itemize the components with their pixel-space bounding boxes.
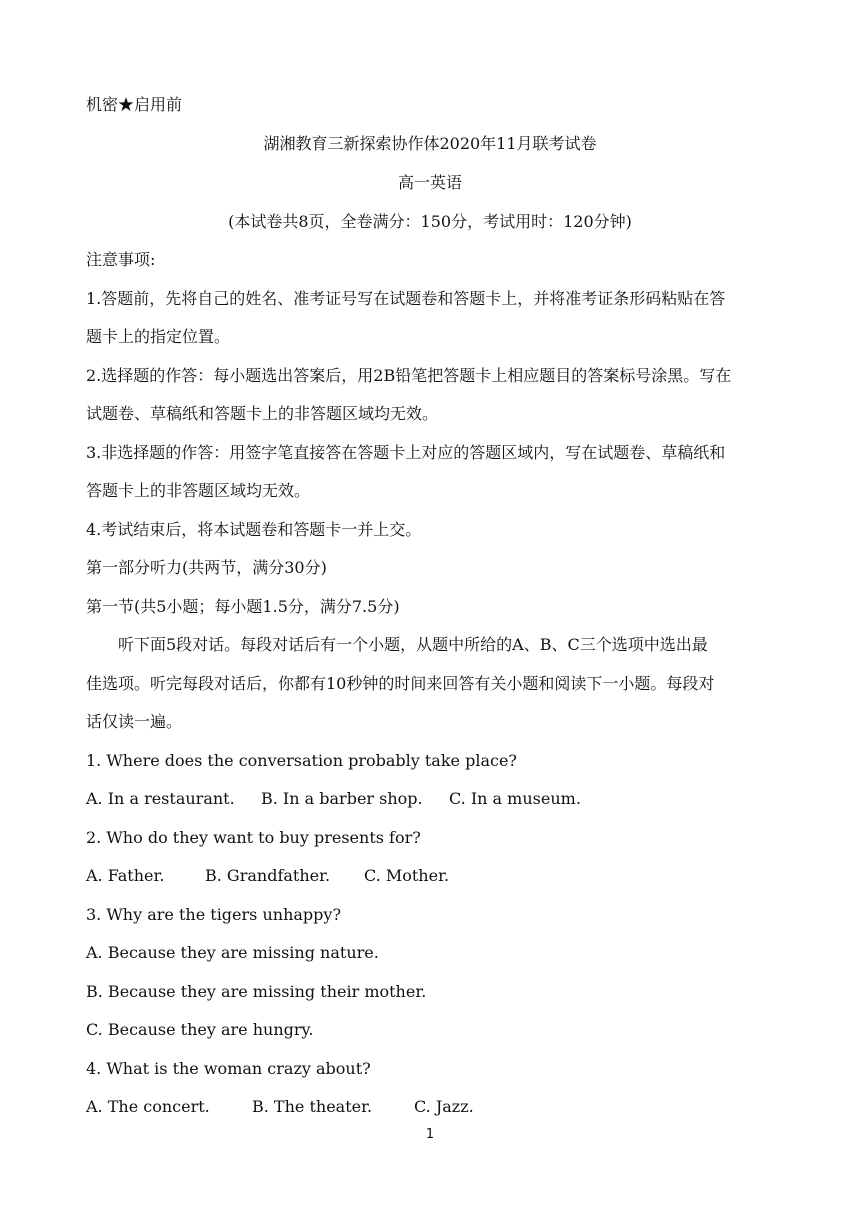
question-4-options — [86, 1097, 776, 1117]
subject-title: 高一英语 — [397, 173, 462, 192]
note-3-line-2: 答题卡上的非答题区域均无效。 — [86, 481, 311, 500]
confidential-label: 机密★启用前 — [86, 95, 183, 114]
q1-option-b: B. In a barber shop. — [261, 789, 423, 808]
note-1-line-1: 1.答题前，先将自己的姓名、准考证号写在试题卷和答题卡上，并将准考证条形码粘贴在答 — [86, 289, 726, 308]
instructions-line-2: 佳选项。听完每段对话后，你都有10秒钟的时间来回答有关小题和阅读下一小题。每段对 — [86, 674, 715, 693]
q2-option-c: C. Mother. — [364, 866, 450, 885]
part1-heading: 第一部分听力(共两节，满分30分) — [86, 558, 327, 577]
q4-option-a: A. The concert. — [86, 1097, 210, 1116]
q4-option-b: B. The theater. — [252, 1097, 373, 1116]
note-3-line-1: 3.非选择题的作答：用签字笔直接答在答题卡上对应的答题区域内，写在试题卷、草稿纸和 — [86, 443, 726, 462]
question-1-options — [86, 789, 776, 809]
section1-heading: 第一节(共5小题；每小题1.5分，满分7.5分) — [86, 597, 400, 616]
q3-option-b: B. Because they are missing their mother. — [86, 982, 427, 1001]
question-3-stem: 3. Why are the tigers unhappy? — [86, 905, 342, 924]
q3-option-a: A. Because they are missing nature. — [86, 943, 379, 962]
instructions-line-3: 话仅读一遍。 — [86, 712, 183, 731]
q2-option-a: A. Father. — [86, 866, 165, 885]
note-2-line-1: 2.选择题的作答：每小题选出答案后，用2B铅笔把答题卡上相应题目的答案标号涂黑。写在 — [86, 366, 732, 385]
question-4-stem: 4. What is the woman crazy about? — [86, 1059, 371, 1078]
note-2-line-2: 试题卷、草稿纸和答题卡上的非答题区域均无效。 — [86, 404, 439, 423]
q1-option-c: C. In a museum. — [449, 789, 581, 808]
q4-option-c: C. Jazz. — [414, 1097, 474, 1116]
question-2-stem: 2. Who do they want to buy presents for? — [86, 828, 421, 847]
notes-heading: 注意事项: — [86, 250, 156, 269]
exam-title: 湖湘教育三新探索协作体2020年11月联考试卷 — [263, 134, 597, 153]
q3-option-c: C. Because they are hungry. — [86, 1020, 314, 1039]
question-2-options — [86, 866, 776, 886]
note-4: 4.考试结束后，将本试题卷和答题卡一并上交。 — [86, 520, 422, 539]
q1-option-a: A. In a restaurant. — [86, 789, 235, 808]
page-number: 1 — [425, 1127, 435, 1142]
question-1-stem: 1. Where does the conversation probably take place? — [86, 751, 517, 770]
q2-option-b: B. Grandfather. — [205, 866, 331, 885]
note-1-line-2: 题卡上的指定位置。 — [86, 327, 231, 346]
exam-info: (本试卷共8页，全卷满分：150分，考试用时：120分钟) — [228, 212, 632, 231]
instructions-line-1: 听下面5段对话。每段对话后有一个小题，从题中所给的A、B、C三个选项中选出最 — [118, 635, 708, 654]
